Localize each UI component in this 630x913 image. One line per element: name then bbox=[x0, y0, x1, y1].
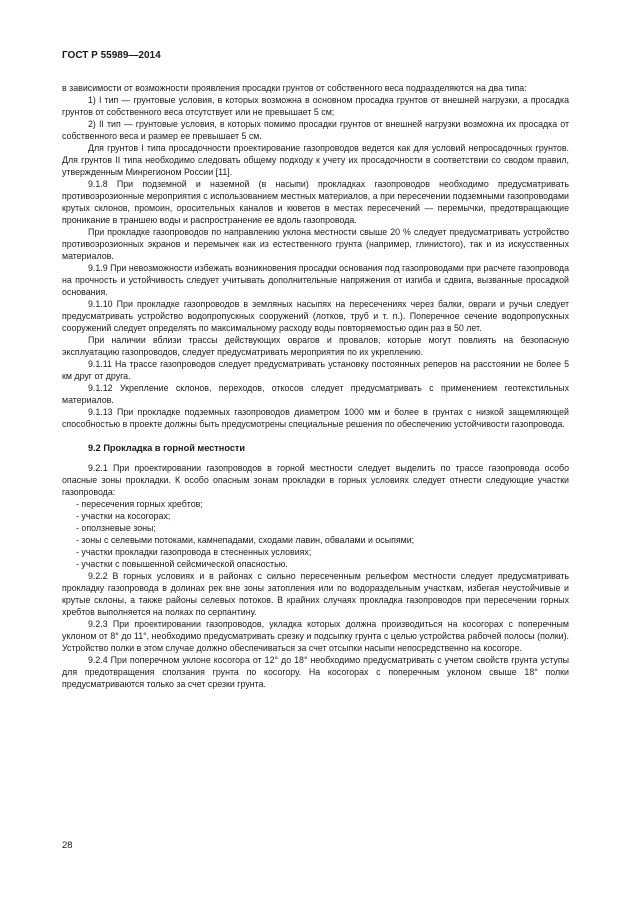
paragraph-9-1-11: 9.1.11 На трассе газопроводов следует предусматривать установку постоянных реперов на расстоянии не более 5 км друг от друга. bbox=[62, 359, 569, 381]
document-code-header: ГОСТ Р 55989—2014 bbox=[62, 50, 161, 61]
paragraph-type-2: 2) II тип — грунтовые условия, в которых помимо просадки грунтов от внешней нагрузки возможна их просадка от собственного веса и размер ее превышает 5 см. bbox=[62, 119, 569, 141]
page-number: 28 bbox=[62, 840, 73, 851]
list-item: - участки с повышенной сейсмической опасностью. bbox=[76, 559, 288, 569]
paragraph-9-1-10: 9.1.10 При прокладке газопроводов в земляных насыпях на пересечениях через балки, овраги и ручьи следует предусматривать устройство водопропускных сооружений (лотков, труб и т. п.). Поперечное сечение водопропускных сооружений следует определять по максимальному расходу воды повторяемостью один раз в 50 лет. bbox=[62, 299, 569, 333]
paragraph-9-2-1: 9.2.1 При проектировании газопроводов в горной местности следует выделить по трассе газопровода особо опасные зоны прокладки. К особо опасным зонам прокладки в горных условиях следует отнести следующие участки газопровода: bbox=[62, 463, 569, 497]
paragraph-9-2-2: 9.2.2 В горных условиях и в районах с сильно пересеченным рельефом местности следует предусматривать прокладку газопровода в долинах рек вне зоны затопления или по водораздельным участкам, избегая неустойчивые и крутые склоны, а также районы селевых потоков. В крайних случаях прокладка газопроводов при пересечении горных хребтов выполняется на полках по серпантину. bbox=[62, 571, 569, 617]
paragraph-soil-types-intro: в зависимости от возможности проявления просадки грунтов от собственного веса подразделяются на два типа: bbox=[62, 83, 527, 93]
paragraph-9-2-4: 9.2.4 При поперечном уклоне косогора от 12° до 18° необходимо предусматривать с учетом свойств грунта уступы для предотвращения сползания грунта по косогору. На косогорах с поперечным уклоном свыше 18° полки предусматриваются только за счет срезки грунта. bbox=[62, 655, 569, 689]
list-item: - зоны с селевыми потоками, камнепадами, сходами лавин, обвалами и осыпями; bbox=[76, 535, 415, 545]
list-item: - участки прокладки газопровода в стесненных условиях; bbox=[76, 547, 312, 557]
paragraph-ravines: При наличии вблизи трассы действующих оврагов и провалов, которые могут повлиять на безопасную эксплуатацию газопроводов, следует предусматривать мероприятия по их укреплению. bbox=[62, 335, 569, 357]
paragraph-9-1-13: 9.1.13 При прокладке подземных газопроводов диаметром 1000 мм и более в грунтах с низкой защемляющей способностью в проекте должны быть предусмотрены специальные решения по обеспечению устойчивости газопровода. bbox=[62, 407, 569, 429]
paragraph-slope-20: При прокладке газопроводов по направлению уклона местности свыше 20 % следует предусматривать устройство противоэрозионных экранов и перемычек как из естественного грунта (например, глинистого), так и из искусственных материалов. bbox=[62, 227, 569, 261]
paragraph-9-2-3: 9.2.3 При проектировании газопроводов, укладка которых должна производиться на косогорах с поперечным уклоном от 8° до 11°, необходимо предусматривать срезку и подсыпку грунта с целью устройства рабочей полосы (полки). Устройство полки в этом случае должно обеспечиваться за счет отсыпки насыпи непосредственно на косогоре. bbox=[62, 619, 569, 653]
paragraph-9-1-12: 9.1.12 Укрепление склонов, переходов, откосов следует предусматривать с применением геотекстильных материалов. bbox=[62, 383, 569, 405]
paragraph-type-design: Для грунтов I типа просадочности проектирование газопроводов ведется как для условий непросадочных грунтов. Для грунтов II типа необходимо следовать общему подходу к учету их просадочности в соответствии со сводом правил, утвержденным Минрегионом России [11]. bbox=[62, 143, 569, 177]
paragraph-type-1: 1) I тип — грунтовые условия, в которых возможна в основном просадка грунтов от внешней нагрузки, а просадка грунтов от собственного веса отсутствует или не превышает 5 см; bbox=[62, 95, 569, 117]
list-item: - оползневые зоны; bbox=[76, 523, 156, 533]
paragraph-9-1-9: 9.1.9 При невозможности избежать возникновения просадки основания под газопроводами при расчете газопровода на прочность и устойчивость следует учитывать дополнительные напряжения от изгиба и сдвига, вызванные просадкой основания. bbox=[62, 263, 569, 297]
section-heading-9-2: 9.2 Прокладка в горной местности bbox=[88, 443, 246, 453]
paragraph-9-1-8: 9.1.8 При подземной и наземной (в насыпи) прокладках газопроводов необходимо предусматривать противоэрозионные мероприятия с использованием местных материалов, а при пересечении подземными газопроводами крутых склонов, промоин, оросительных каналов и кюветов в местах пересечений — перемычки, предотвращающие проникание в траншею воды и распространение ее вдоль газопровода. bbox=[62, 179, 569, 225]
document-body bbox=[62, 82, 569, 690]
list-item: - участки на косогорах; bbox=[76, 511, 171, 521]
list-item: - пересечения горных хребтов; bbox=[76, 499, 203, 509]
